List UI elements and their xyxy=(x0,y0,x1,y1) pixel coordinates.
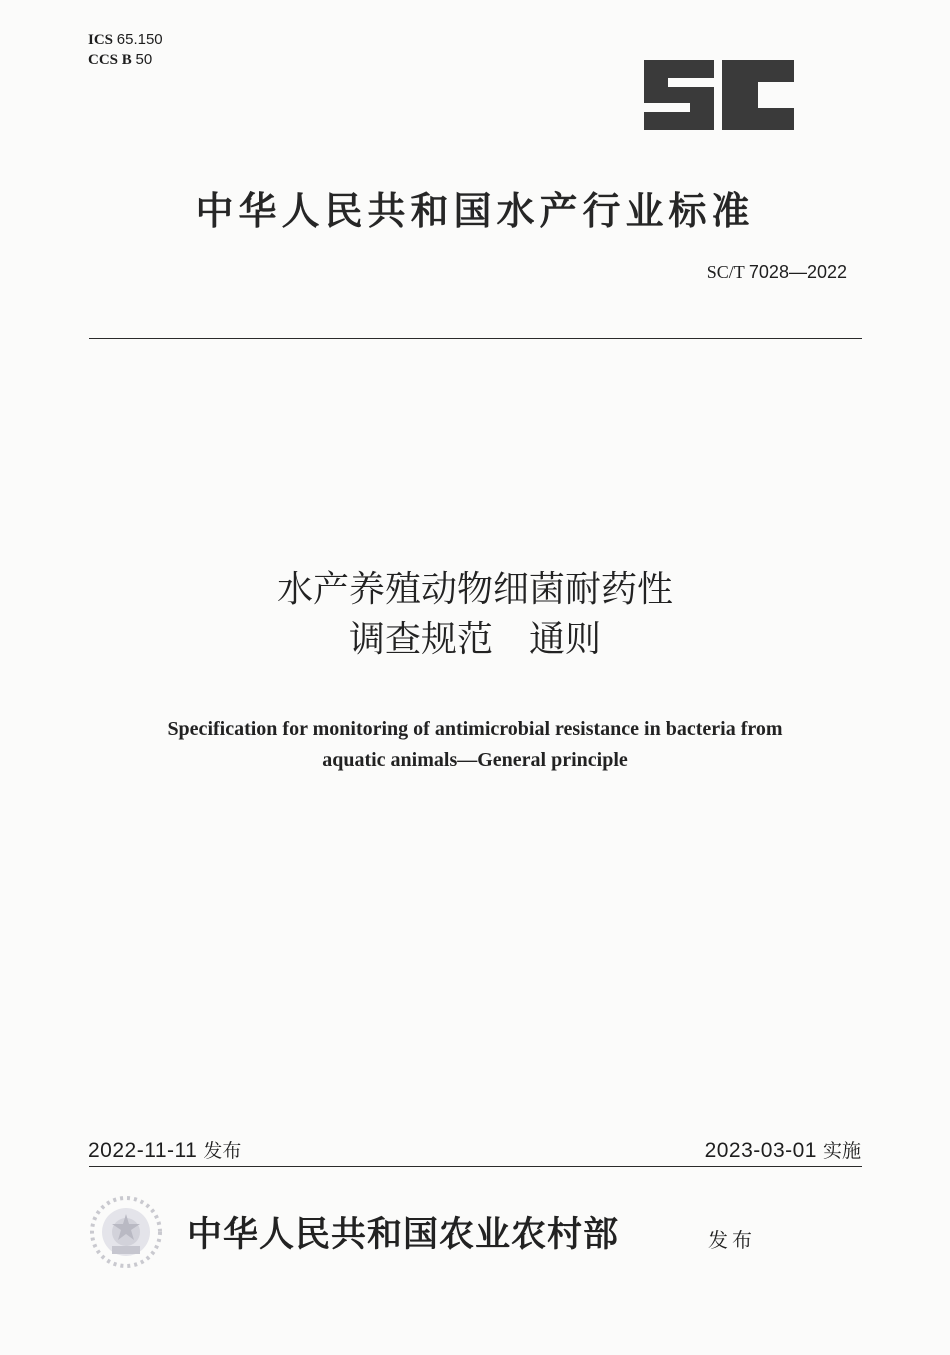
classification-codes xyxy=(88,30,163,70)
standard-category-title: 中华人民共和国水产行业标准 xyxy=(195,189,755,233)
chinese-title-line-2: 调查规范 通则 xyxy=(348,619,601,660)
chinese-title-line-1: 水产养殖动物细菌耐药性 xyxy=(276,569,673,610)
national-emblem-icon xyxy=(88,1194,164,1270)
issuer-label: 发布 xyxy=(708,1228,756,1252)
implementation-date-block xyxy=(705,1136,861,1163)
ics-code: 65.150 xyxy=(116,31,163,48)
implementation-date: 2023-03-01 xyxy=(704,1139,817,1162)
ics-label: ICS xyxy=(88,32,114,48)
ccs-label: CCS B xyxy=(88,52,132,68)
standard-number xyxy=(707,262,847,283)
issuing-ministry: 中华人民共和国农业农村部 xyxy=(187,1214,620,1255)
issue-label: 发布 xyxy=(203,1140,242,1162)
issue-date-block xyxy=(88,1136,241,1163)
implementation-label: 实施 xyxy=(822,1140,861,1162)
bottom-divider xyxy=(89,1166,862,1167)
standard-number-code: 7028—2022 xyxy=(748,262,847,282)
ics-line xyxy=(88,30,163,50)
chinese-title xyxy=(0,565,950,665)
sc-logo xyxy=(642,58,796,132)
ccs-code: 50 xyxy=(135,51,153,68)
top-divider xyxy=(89,338,862,339)
issue-date: 2022-11-11 xyxy=(88,1139,198,1162)
standard-number-prefix: SC/T xyxy=(706,262,745,282)
english-title-line-2: aquatic animals—General principle xyxy=(322,749,628,771)
ccs-line xyxy=(88,50,163,70)
english-title xyxy=(80,714,870,776)
english-title-line-1: Specification for monitoring of antimicrobial resistance in bacteria from xyxy=(167,718,783,740)
